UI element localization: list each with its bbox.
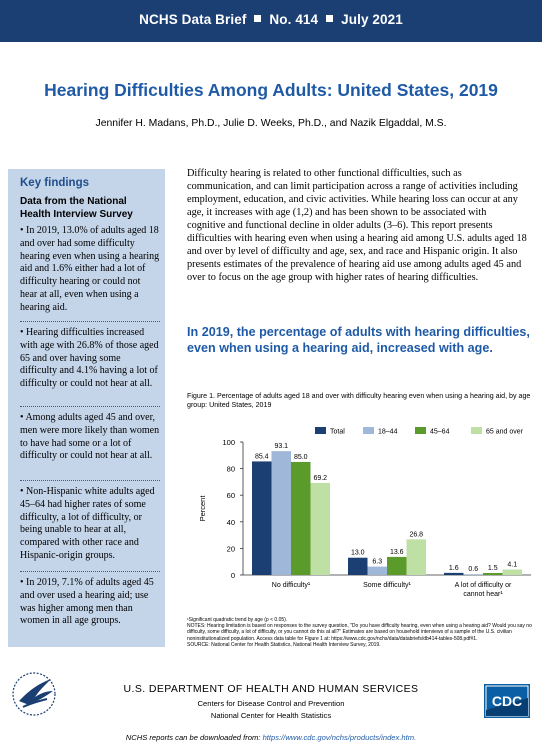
download-link[interactable]: https://www.cdc.gov/nchs/products/index.htm. [262,733,417,742]
bar [348,558,368,575]
finding-text: Among adults aged 45 and over, men were more likely than women to have had some or a lot of difficulty or could not hear at all. [20,412,160,462]
bar [407,539,427,575]
nchs-name: National Center for Health Statistics [210,711,332,720]
bar-data-label: 1.5 [487,565,498,573]
key-findings-sidebar [8,169,165,647]
bar [252,461,272,575]
source-text: SOURCE: National Center for Health Statistics, National Health Interview Survey, 2019. [187,641,381,648]
department-name: U.S. DEPARTMENT OF HEALTH AND HUMAN SERVICES [123,683,419,695]
bar [291,462,311,575]
divider [20,480,160,481]
legend-label: 65 and over [486,428,523,436]
legend-swatch [471,427,482,434]
bar-data-label: 1.6 [448,564,459,572]
legend-label: 45–64 [430,428,450,436]
cdc-logo-icon [484,684,530,718]
download-text: NCHS reports can be downloaded from: [125,733,261,742]
finding-text: Non-Hispanic white adults aged 45–64 had higher rates of some difficulty, a lot of difficulty, or being unable to hear at all, compared with other race and Hispanic-origin groups. [20,486,155,561]
bar-data-label: 0.6 [468,566,479,574]
bar [311,483,331,575]
key-findings-subheading: Data from the National Health Interview Survey [20,196,133,220]
legend-swatch [363,427,374,434]
cdc-logo-text: CDC [491,693,523,709]
finding-bullet: • In 2019, 13.0% of adults aged 18 and over had some difficulty hearing even when using a hearing aid and 1.6% either had a lot of difficulty hearing or could not hear at all, even when using a hearing aid. [20,225,160,313]
category-label: No difficulty¹ [271,582,311,589]
separator-square-icon [254,15,261,22]
legend-label: 18–44 [378,428,398,436]
bar-data-label: 93.1 [274,443,289,451]
finding-bullet: • Non-Hispanic white adults aged 45–64 had higher rates of some difficulty, a lot of difficulty, or being unable to hear at all, compared with other race and Hispanic-origin groups. [20,486,155,561]
y-tick-label: 20 [226,544,235,554]
legend-swatch [315,427,326,434]
bar [444,573,464,575]
divider [20,406,160,407]
y-tick-label: 60 [226,491,235,501]
category-label: cannot hear¹ [463,591,503,598]
bar-data-label: 26.8 [409,531,424,539]
figure-caption: Figure 1. Percentage of adults aged 18 and over with difficulty hearing even when using a hearing aid, by age group: United States, 2019 [187,392,531,409]
bar [368,567,388,575]
finding-text: In 2019, 7.1% of adults aged 45 and over used a hearing aid; use was higher among men than women in all age groups. [20,577,154,627]
cdc-name: Centers for Disease Control and Prevention [197,699,345,708]
legend-label: Total [330,428,345,436]
bar-chart [187,414,536,607]
key-findings-heading: Key findings [20,177,90,189]
bar-data-label: 13.0 [350,549,365,557]
header-bar [0,0,542,42]
legend-swatch [415,427,426,434]
finding-text: Hearing difficulties increased with age with 26.8% of those aged 65 and over having some difficulty and 4.1% having a lot of difficulty or could not hear at all. [20,327,159,390]
finding-text: In 2019, 13.0% of adults aged 18 and over had some difficulty hearing even when using a hearing aid and 1.6% either had a lot of difficulty hearing or could not hear at all, even when using a hearing aid. [20,225,160,313]
header-title [0,12,542,27]
header-series: NCHS Data Brief [139,12,247,27]
bar-data-label: 85.4 [254,453,269,461]
figure-chart [187,414,536,607]
divider [20,571,160,572]
page-title: Hearing Difficulties Among Adults: United States, 2019 [44,80,498,100]
bar [387,557,407,575]
y-tick-label: 40 [226,517,235,527]
footnote: ¹Significant quadratic trend by age (p < 0.05). [187,617,288,623]
bar [503,570,523,575]
bar [483,573,503,575]
download-footer [0,733,542,742]
bar [272,451,292,575]
category-label: Some difficulty¹ [363,582,411,589]
figure-notes [187,617,536,648]
bar-data-label: 69.2 [313,474,328,482]
category-label: A lot of difficulty or [454,582,512,589]
header-number: No. 414 [269,12,319,27]
bar-data-label: 85.0 [293,453,308,461]
finding-bullet: • Among adults aged 45 and over, men were more likely than women to have had some or a lot of difficulty or could not hear at all. [20,412,160,462]
y-axis-label: Percent [198,495,207,522]
y-tick-label: 100 [222,438,235,447]
intro-paragraph: Difficulty hearing is related to other functional difficulties, such as communication, and can limit participation across a range of activities including employment, education, and civic activities. While hearing loss can occur at any age, it increases with age (1,2) and has been shown to be associated with cognitive and functional decline in older adults (3–6). This report presents difficulties with hearing even when using a hearing aid among U.S. adults aged 18 and over by level of difficulty and age, sex, and race and Hispanic origin. It also presents estimates of the prevalence of hearing aid use among adults aged 45 and over to focus on the age group with higher rates of hearing difficulties. [187,168,527,283]
y-tick-label: 80 [226,464,235,474]
bar-data-label: 6.3 [372,558,383,566]
bar [464,574,484,575]
authors: Jennifer H. Madans, Ph.D., Julie D. Weeks, Ph.D., and Nazik Elgaddal, M.S. [95,118,447,129]
bar-data-label: 13.6 [389,548,404,556]
y-tick-label: 0 [230,571,235,580]
finding-bullet: • Hearing difficulties increased with age with 26.8% of those aged 65 and over having some difficulty and 4.1% having a lot of difficulty or could not hear at all. [20,327,159,390]
separator-square-icon [326,15,333,22]
divider [20,321,160,322]
section-heading: In 2019, the percentage of adults with hearing difficulties, even when using a hearing aid, increased with age. [187,325,530,355]
notes-text: NOTES: Hearing limitation is based on responses to the survey question, "Do you have difficulty hearing, even when using a hearing aid? Would you say no difficulty, some difficulty, a lot of difficulty, or you cannot do this at all?" Estimates are based on household interviews of a sample of the U.S. civilian noninstitutionalized population. Access data table for Figure 1 at: https://www.cdc.gov/nchs/data/databriefs/db414-tables-508.pdf#1. [187,623,532,642]
bar-data-label: 4.1 [507,561,518,569]
finding-bullet: • In 2019, 7.1% of adults aged 45 and over used a hearing aid; use was higher among men than women in all age groups. [20,577,154,627]
header-date: July 2021 [341,12,403,27]
